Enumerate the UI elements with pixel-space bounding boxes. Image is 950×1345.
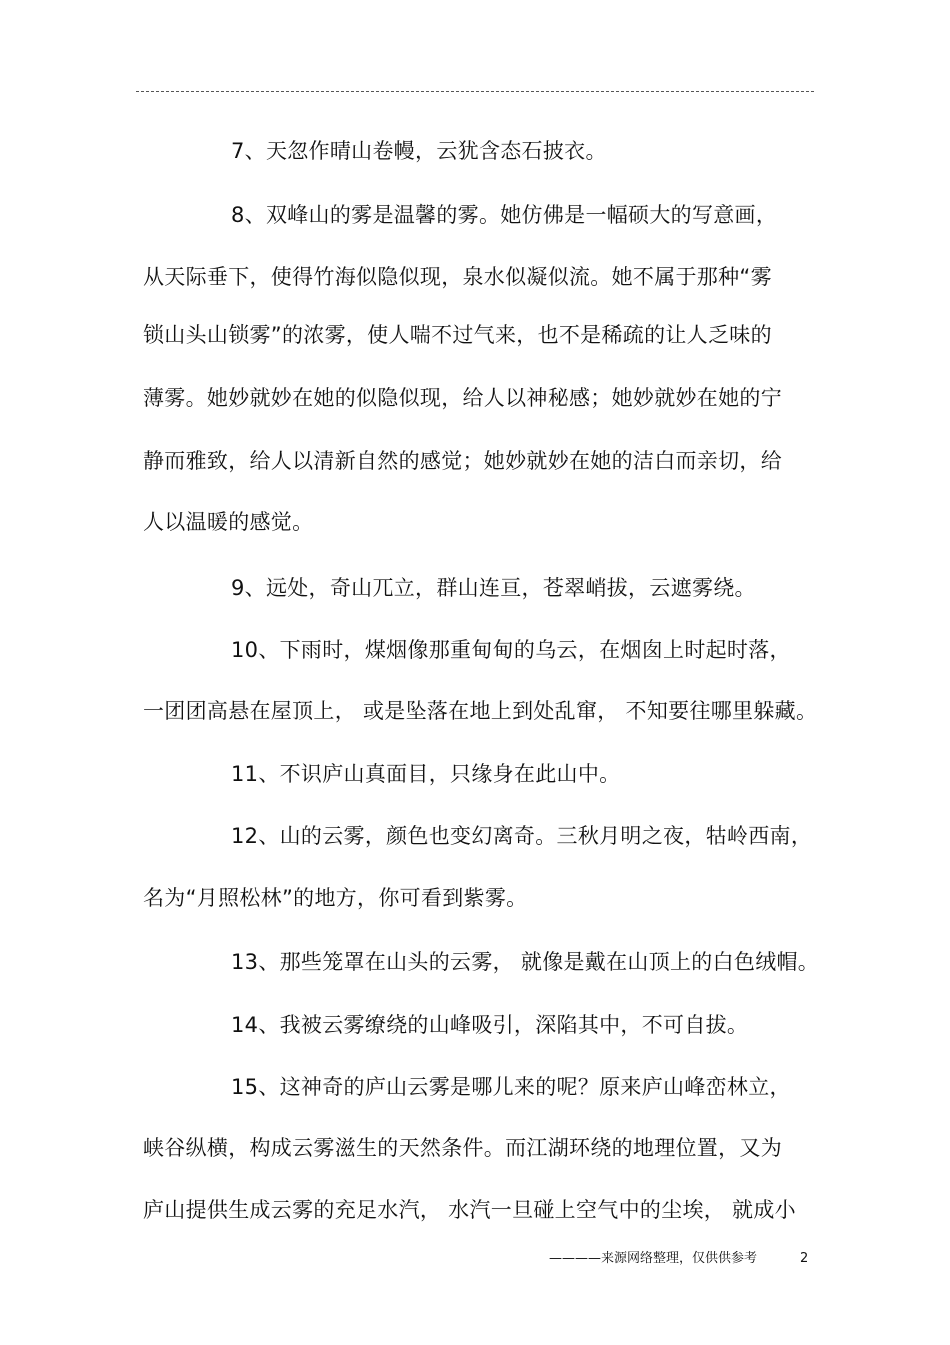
- text-line: 7、天忽作晴山卷幔，云犹含态石披衣。: [231, 139, 607, 163]
- text-line: 15、这神奇的庐山云雾是哪儿来的呢？原来庐山峰峦林立，: [231, 1075, 791, 1099]
- text-line: 从天际垂下，使得竹海似隐似现，泉水似凝似流。她不属于那种“雾: [143, 265, 772, 289]
- text-line: 锁山头山锁雾”的浓雾，使人喘不过气来，也不是稀疏的让人乏味的: [143, 323, 772, 347]
- page-number: 2: [800, 1251, 809, 1266]
- footer-source-note: ————来源网络整理，仅供供参考: [549, 1251, 758, 1266]
- text-line: 人以温暖的感觉。: [143, 510, 314, 534]
- text-line: 14、我被云雾缭绕的山峰吸引，深陷其中，不可自拔。: [231, 1013, 749, 1037]
- header-divider: [136, 91, 814, 92]
- text-line: 12、山的云雾，颜色也变幻离奇。三秋月明之夜，牯岭西南，: [231, 824, 813, 848]
- text-line: 庐山提供生成云雾的充足水汽， 水汽一旦碰上空气中的尘埃， 就成小: [143, 1198, 796, 1222]
- text-line: 9、远处，奇山兀立，群山连亘，苍翠峭拔，云遮雾绕。: [231, 576, 756, 600]
- text-line: 薄雾。她妙就妙在她的似隐似现，给人以神秘感；她妙就妙在她的宁: [143, 386, 782, 410]
- text-line: 静而雅致，给人以清新自然的感觉；她妙就妙在她的洁白而亲切，给: [143, 449, 782, 473]
- text-line: 11、不识庐山真面目，只缘身在此山中。: [231, 762, 621, 786]
- text-line: 一团团高悬在屋顶上， 或是坠落在地上到处乱窜， 不知要往哪里躲藏。: [143, 699, 818, 723]
- text-line: 13、那些笼罩在山头的云雾， 就像是戴在山顶上的白色绒帽。: [231, 950, 820, 974]
- text-line: 10、下雨时，煤烟像那重甸甸的乌云，在烟囱上时起时落，: [231, 638, 791, 662]
- text-line: 名为“月照松林”的地方，你可看到紫雾。: [143, 886, 528, 910]
- text-line: 峡谷纵横，构成云雾滋生的天然条件。而江湖环绕的地理位置，又为: [143, 1136, 782, 1160]
- text-line: 8、双峰山的雾是温馨的雾。她仿佛是一幅硕大的写意画，: [231, 203, 778, 227]
